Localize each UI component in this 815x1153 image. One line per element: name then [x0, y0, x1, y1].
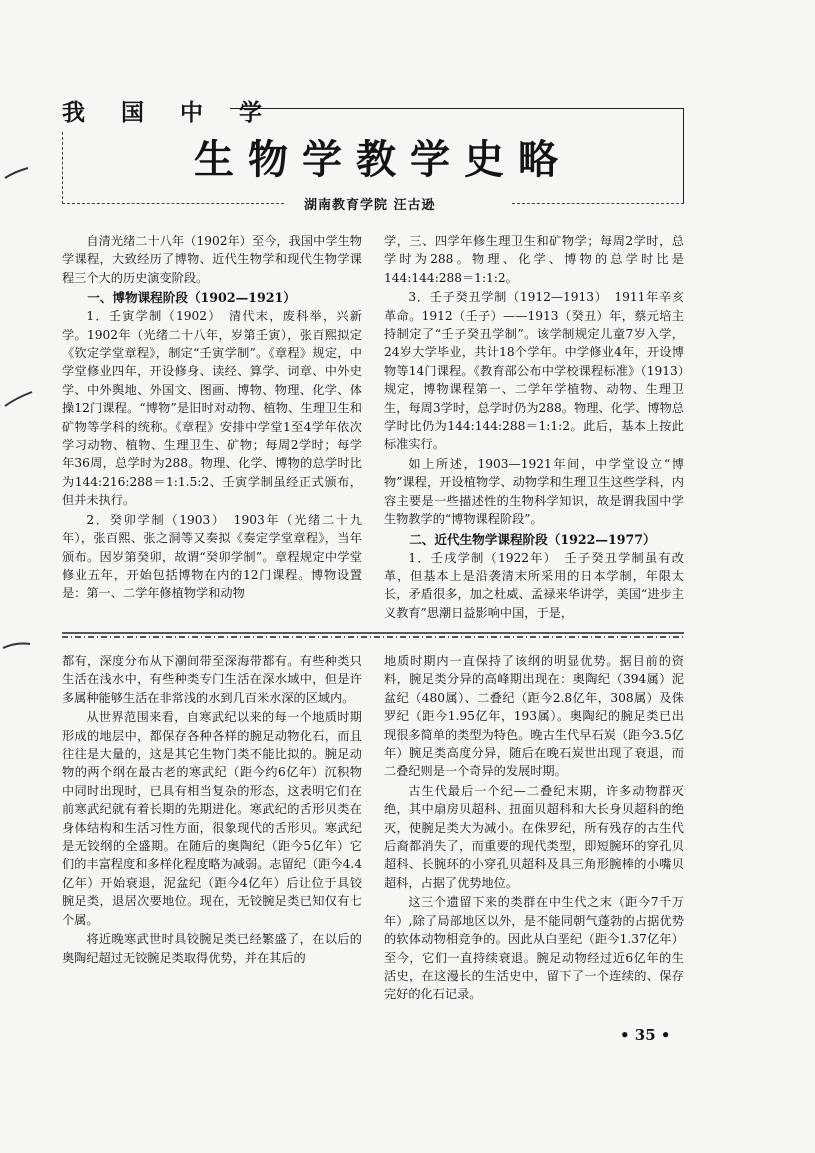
paragraph: 1．壬戌学制（1922年） 壬子癸丑学制虽有改革，但基本上是沿袭清末所采用的日本学制，年限太长，矛盾很多，加之杜威、孟禄来华讲学，美国“进步主义教育”思潮日益影响中国，于是，: [384, 550, 684, 620]
paragraph: 学，三、四学年修生理卫生和矿物学；每周2学时，总学时为288。物理、化学、博物的总学时比是144:144:288＝1:1:2。: [384, 234, 684, 285]
frame-border-left: [62, 132, 63, 204]
section-heading: 二、近代生物学课程阶段（1922—1977）: [409, 531, 656, 547]
article-column-1: [62, 232, 362, 604]
paragraph: 2．癸卯学制（1903） 1903年（光绪二十九年），张百熙、张之洞等又奏拟《奏定学堂章程》，当年颁布。因岁第癸卯，故谓“癸卯学制”。章程规定中学堂修业五年，开始包括博物在内的12门课程。博物设置是：第一、二学年修植物学和动物: [62, 512, 362, 601]
page-title: 生物学教学史略: [194, 136, 572, 183]
frame-border-top: [230, 108, 684, 109]
paragraph: 自清光绪二十八年（1902年）至今，我国中学生物学课程，大致经历了博物、近代生物学和现代生物学课程三个大的历史演变阶段。: [62, 234, 362, 285]
margin-mark: [2, 640, 32, 650]
paragraph: 如上所述，1903—1921年间，中学堂设立“博物”课程，开设植物学、动物学和生理卫生这些学科，内容主要是一些描述性的生物科学知识，故是谓我国中学生物教学的“博物课程阶段”。: [384, 456, 684, 527]
title-frame: [62, 92, 684, 213]
paragraph: 从世界范围来看，自寒武纪以来的每一个地质时期形成的地层中，都保存各种各样的腕足动物化石，而且往往是大量的，这是其它生物门类不能比拟的。腕足动物的两个纲在最古老的寒武纪（距今约6亿年）沉积物中同时出现时，已具有相当复杂的形态，这表明它们在前寒武纪就有着长期的先期进化。寒武纪的舌形贝类在身体结构和生活习性方面，很象现代的舌形贝。寒武纪是无铰纲的全盛期。在随后的奥陶纪（距今5亿年）它们的丰富程度和多样化程度略为减弱。志留纪（距今4.4亿年）开始衰退，泥盆纪（距今4亿年）后让位于具铰腕足类，退居次要地位。现在，无铰腕足类已知仅有七个属。: [62, 710, 362, 927]
title-kicker: 我 国 中 学: [62, 99, 277, 126]
paragraph: 都有，深度分布从下潮间带至深海带都有。有些种类只生活在浅水中，有些种类专门生活在深水域中，但是许多属种能够生活在非常浅的水到几百米水深的区域内。: [62, 654, 362, 705]
section-heading: 一、博物课程阶段（1902—1921）: [87, 290, 296, 306]
article-column-3: [62, 652, 362, 968]
frame-border-right: [683, 108, 684, 204]
margin-mark: [4, 166, 30, 180]
frame-border-bottom-left: [62, 203, 284, 204]
margin-mark: [4, 390, 34, 408]
article-column-2: [384, 232, 684, 623]
paragraph: 1．壬寅学制（1902） 清代末，废科举，兴新学。1902年（光绪二十八年，岁第壬寅），张百熙拟定《钦定学堂章程》，制定“壬寅学制”。《章程》规定，中学堂修业四年，开设修身、读经、算学、词章、中外史学、中外舆地、外国文、图画、博物、物理、化学、体操12门课程。“博物”是旧时对动物、植物、生理卫生和矿物等学科的统称。《章程》安排中学堂1至4学年依次学习动物、植物、生理卫生、矿物；每周2学时；每学年36周，总学时为288。物理、化学、博物的总学时比为144:216:288＝1:1.5:2、壬寅学制虽经正式颁布，但并未执行。: [62, 309, 362, 508]
paragraph: 3．壬子癸丑学制（1912—1913） 1911年辛亥革命。1912（壬子）——1913（癸丑）年，蔡元培主持制定了“壬子癸丑学制”。该学制规定儿童7岁入学，24岁大学毕业，共计18个学年。中学修业4年，开设博物等14门课程。《教育部公布中学校课程标准》（1913）规定，博物课程第一、二学年学植物、动物、生理卫生，每周3学时，总学时仍为288。物理、化学、博物总学时比仍为144:144:288＝1:1:2。此后，基本上按此标准实行。: [384, 290, 684, 452]
article-separator: [62, 630, 684, 640]
paragraph: 将近晚寒武世时具铰腕足类已经繁盛了，在以后的奥陶纪超过无铰腕足类取得优势，并在其后的: [62, 932, 362, 965]
article-column-4: [384, 652, 684, 1005]
page-number: • 35 •: [620, 1026, 671, 1044]
paragraph: 地质时期内一直保持了该纲的明显优势。据目前的资料，腕足类分异的高峰期出现在：奥陶纪（394属）泥盆纪（480属）、二叠纪（距今2.8亿年，308属）及侏罗纪（距今1.95亿年，193属）。奥陶纪的腕足类已出现很多简单的类型为特色。晚古生代早石炭（距今3.5亿年）腕足类高度分异，随后在晚石炭世出现了衰退，而二叠纪则是一个奇异的发展时期。: [384, 654, 684, 779]
paragraph: 这三个遗留下来的类群在中生代之末（距今7千万年）,除了局部地区以外，是不能同朝气蓬勃的占据优势的软体动物相竞争的。因此从白垩纪（距今1.37亿年）至今，它们一直持续衰退。腕足动物经过近6亿年的生活史，在这漫长的生活史中，留下了一个连续的、保存完好的化石记录。: [384, 895, 684, 1002]
frame-border-bottom-right: [512, 203, 684, 204]
paragraph: 古生代最后一个纪—二叠纪末期，许多动物群灭绝，其中扇房贝超科、扭面贝超科和大长身贝超科的绝灭，使腕足类大为减小。在侏罗纪，所有残存的古生代后裔都消失了，而重要的现代类型，即短腕环的穿孔贝超科、长腕环的小穿孔贝超科及具三角形腕棒的小嘴贝超科，占据了优势地位。: [384, 783, 684, 890]
author-byline: 湖南教育学院 汪古逊: [296, 194, 444, 213]
